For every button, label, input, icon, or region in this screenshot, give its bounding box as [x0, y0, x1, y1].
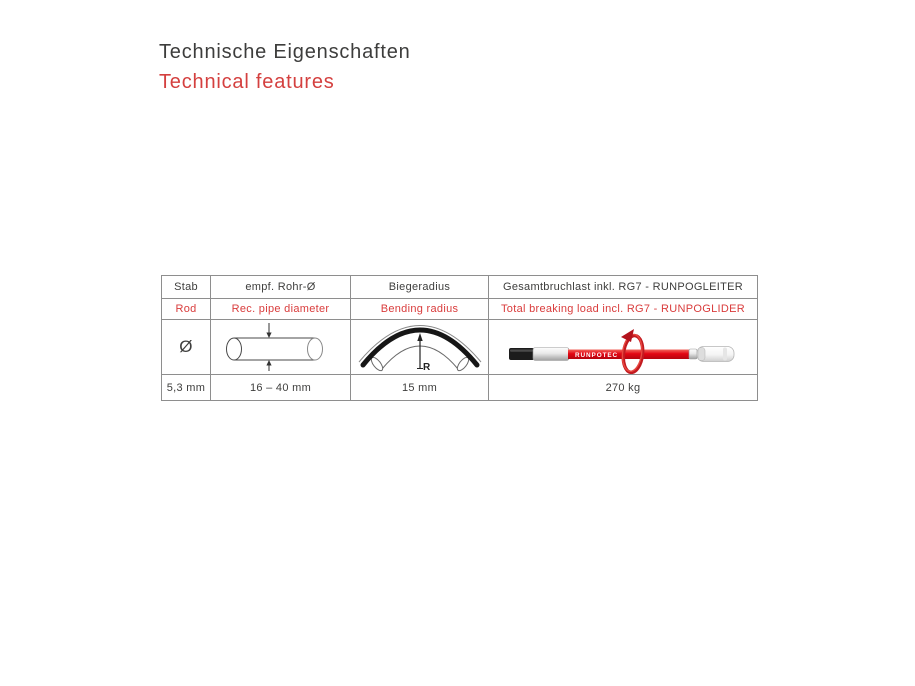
icon-cell-pipe: [210, 319, 350, 374]
header-en-rod: Rod: [162, 298, 210, 319]
pipe-diameter-icon: [212, 320, 350, 374]
value-bending-radius: 15 mm: [350, 374, 488, 400]
page-title-german: Technische Eigenschaften: [159, 41, 411, 63]
icon-cell-diameter: [162, 319, 210, 374]
value-rod-diameter: 5,3 mm: [162, 374, 210, 400]
value-breaking-load: 270 kg: [488, 374, 757, 400]
header-en-bending-radius: Bending radius: [350, 298, 488, 319]
radius-label: R: [422, 362, 431, 373]
header-de-pipe-diameter: empf. Rohr-Ø: [210, 276, 350, 298]
product-rod-graphic: [490, 320, 757, 374]
value-pipe-diameter: 16 – 40 mm: [210, 374, 350, 400]
diameter-symbol-icon: Ø: [179, 337, 193, 356]
header-en-breaking-load: Total breaking load incl. RG7 - RUNPOGLIDER: [488, 298, 757, 319]
header-de-breaking-load: Gesamtbruchlast inkl. RG7 - RUNPOGLEITER: [488, 276, 757, 298]
page-title-english: Technical features: [159, 71, 335, 93]
header-de-bending-radius: Biegeradius: [350, 276, 488, 298]
icon-cell-product: [488, 319, 757, 374]
rod-silver-ferrule: [533, 348, 569, 361]
icon-cell-bend: [350, 319, 488, 374]
header-en-pipe-diameter: Rec. pipe diameter: [210, 298, 350, 319]
bending-radius-icon: [352, 320, 488, 374]
technical-features-table: [161, 275, 758, 401]
brand-label: RUNPOTEC: [574, 352, 618, 359]
header-de-rod: Stab: [174, 281, 198, 293]
rod-silver-ring: [689, 349, 697, 359]
